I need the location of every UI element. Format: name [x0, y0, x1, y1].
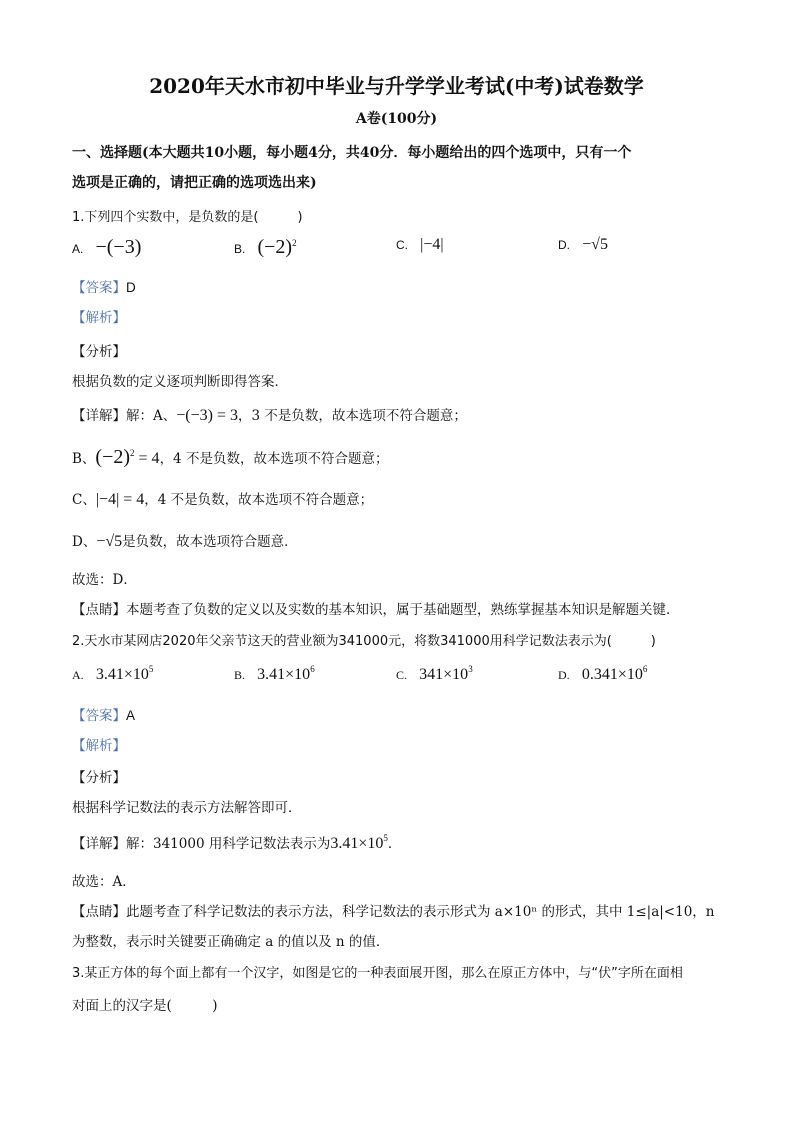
- q2-option-a: A. $3.41\times 10^5$: [72, 664, 154, 683]
- page-subtitle: A卷(100分): [355, 111, 438, 127]
- q1-fenxi-tag: 【分析】: [72, 344, 126, 360]
- q3-stem-line1: 3.某正方体的每个面上都有一个汉字，如图是它的一种表面展开图，那么在原正方体中，与“伏”字所在面相: [72, 966, 683, 981]
- q1-detail-d: D、−√5是负数，故本选项符合题意．: [72, 533, 298, 550]
- q2-comment-line2: 为整数，表示时关键要正确确定 a 的值以及 n 的值．: [72, 934, 390, 950]
- q2-fenxi-tag: 【分析】: [72, 770, 126, 786]
- q2-choice: 故选：A．: [72, 874, 136, 890]
- q2-option-b: B. $3.41\times 10^6$: [234, 664, 315, 683]
- section-heading-line1: 一、选择题(本大题共10小题，每小题4分，共40分．每小题给出的四个选项中，只有一个: [72, 145, 632, 161]
- answer-tag: 【答案】: [72, 708, 126, 724]
- q1-comment: 【点睛】本题考查了负数的定义以及实数的基本知识，属于基础题型，熟练掌握基本知识是解题关键．: [72, 602, 680, 618]
- q1-detail-c: C、|−4| = 4，4 不是负数，故本选项不符合题意；: [72, 491, 374, 508]
- q1-option-b: B. $(-2)^2$: [234, 236, 297, 258]
- q2-option-d: D. $0.341\times 10^6$: [558, 664, 648, 683]
- q3-stem-line2: 对面上的汉字是( ): [72, 998, 218, 1014]
- answer-tag: 【答案】: [72, 280, 126, 296]
- q1-option-d: D. −√5: [558, 236, 608, 253]
- q1-analysis-tag: 【解析】: [72, 310, 126, 326]
- section-heading-line2: 选项是正确的，请把正确的选项选出来): [72, 175, 317, 191]
- q1-detail-a: 【详解】解：A、−(−3) = 3，3 不是负数，故本选项不符合题意；: [72, 407, 467, 424]
- q2-option-c: C. $341\times 10^3$: [396, 664, 473, 683]
- q2-analysis-tag: 【解析】: [72, 738, 126, 754]
- q2-stem: 2.天水市某网店2020年父亲节这天的营业额为341000元，将数341000用科学记数法表示为( ): [72, 634, 656, 649]
- page-title: 2020年天水市初中毕业与升学学业考试(中考)试卷数学: [149, 74, 644, 98]
- q1-option-a: A. −(−3): [72, 236, 142, 258]
- q1-option-c: C. |−4|: [396, 236, 444, 253]
- q1-answer: 【答案】D: [72, 280, 136, 296]
- q1-detail-b: B、$(-2)^2 = 4$，4 不是负数，故本选项不符合题意；: [72, 446, 389, 468]
- q1-analysis-text: 根据负数的定义逐项判断即得答案．: [72, 374, 288, 390]
- q1-stem: 1.下列四个实数中，是负数的是( ): [72, 210, 303, 225]
- q2-answer: 【答案】A: [72, 708, 136, 724]
- q2-analysis-text: 根据科学记数法的表示方法解答即可．: [72, 800, 302, 816]
- q1-choice: 故选：D．: [72, 572, 137, 588]
- q2-comment-line1: 【点睛】此题考查了科学记数法的表示方法，科学记数法的表示形式为 a×10ⁿ 的形式，其中 1≤|a|<10，n: [72, 904, 715, 920]
- q2-detail: 【详解】解：341000 用科学记数法表示为$3.41\times 10^5$．: [72, 833, 402, 852]
